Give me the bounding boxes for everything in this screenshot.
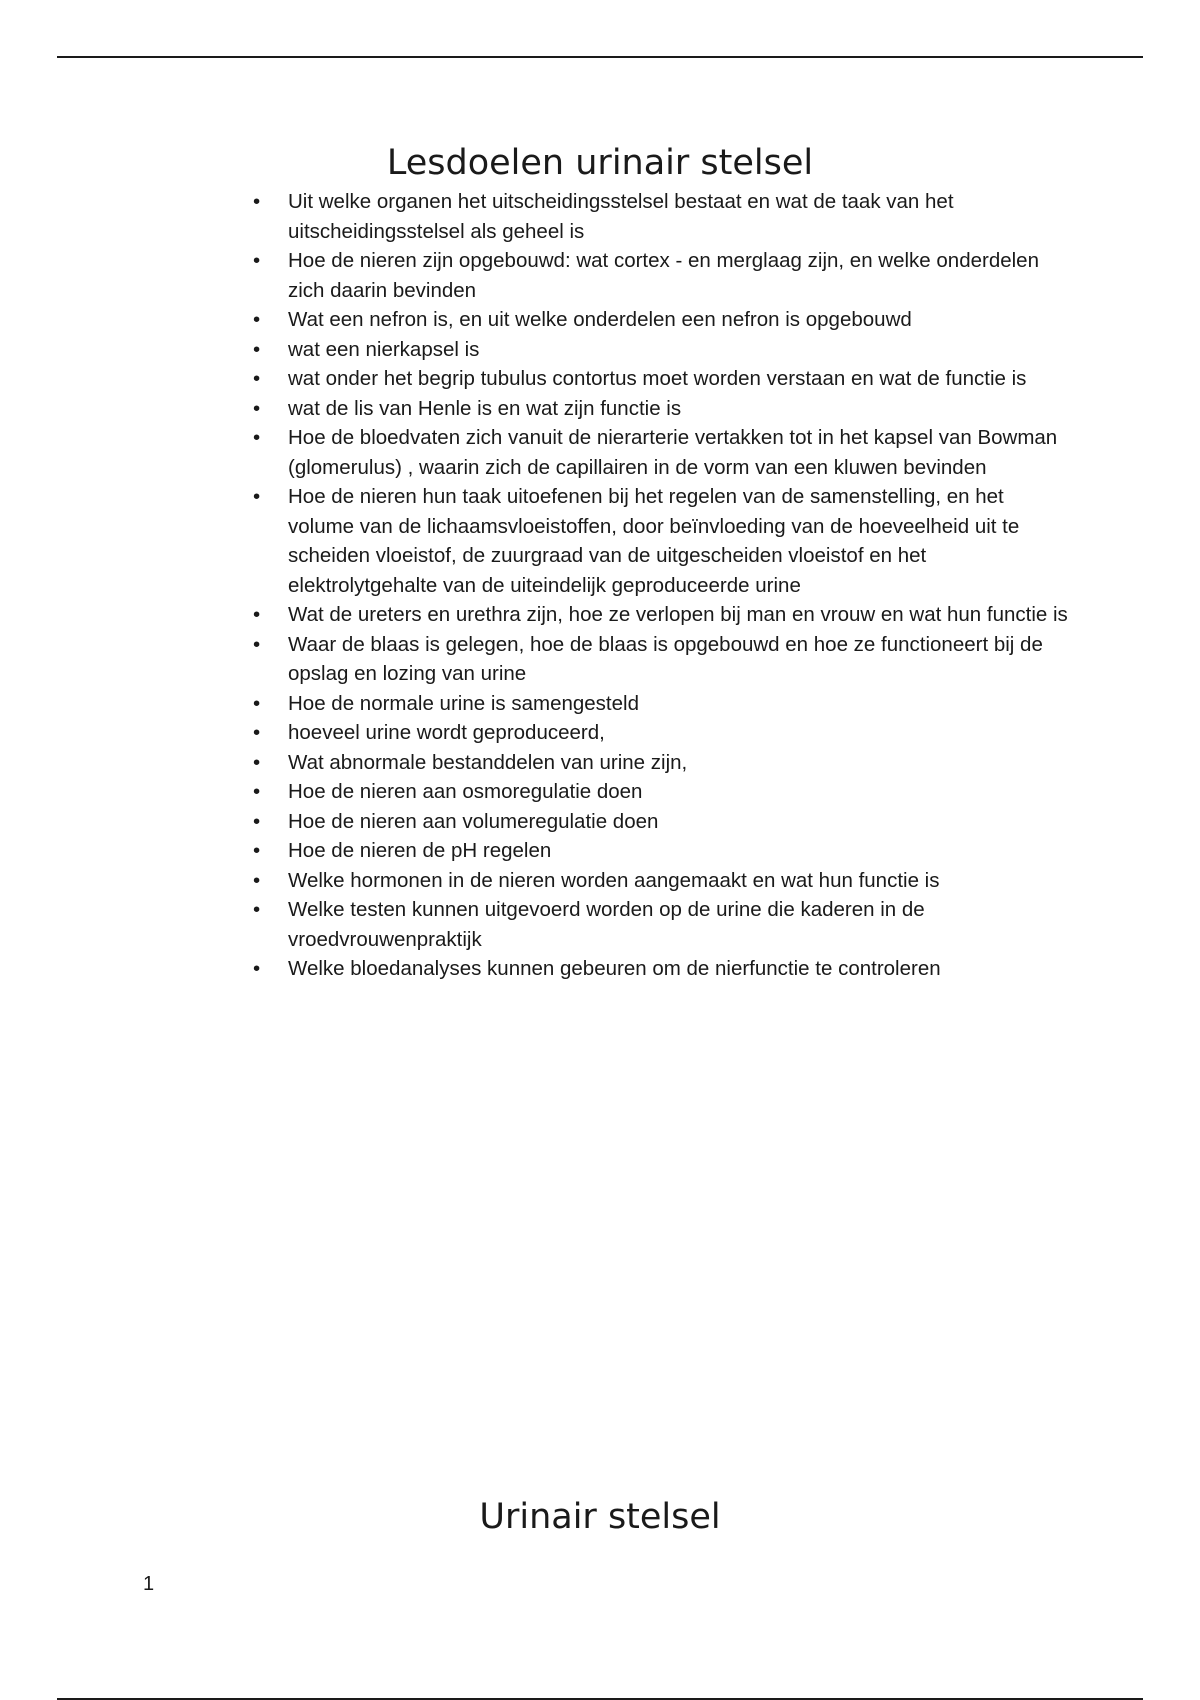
list-item: • Hoe de nieren aan volumeregulatie doen: [288, 807, 1068, 837]
list-item: • Hoe de nieren de pH regelen: [288, 836, 1068, 866]
list-item: • Wat abnormale bestanddelen van urine zijn,: [288, 748, 1068, 778]
list-item: • Waar de blaas is gelegen, hoe de blaas is opgebouwd en hoe ze functioneert bij de opslag en lozing van urine: [288, 630, 1068, 689]
list-item: • Uit welke organen het uitscheidingsstelsel bestaat en wat de taak van het uitscheidingsstelsel als geheel is: [288, 187, 1068, 246]
list-item: • Welke testen kunnen uitgevoerd worden op de urine die kaderen in de vroedvrouwenpraktijk: [288, 895, 1068, 954]
list-item: • wat onder het begrip tubulus contortus moet worden verstaan en wat de functie is: [288, 364, 1068, 394]
page-title: Lesdoelen urinair stelsel: [386, 143, 814, 183]
list-item: • wat een nierkapsel is: [288, 335, 1068, 365]
section-title: Urinair stelsel: [479, 1497, 721, 1537]
list-item: • Wat de ureters en urethra zijn, hoe ze verlopen bij man en vrouw en wat hun functie is: [288, 600, 1068, 630]
list-item: • hoeveel urine wordt geproduceerd,: [288, 718, 1068, 748]
learning-goals-list: [288, 187, 1068, 984]
list-item: • Welke bloedanalyses kunnen gebeuren om de nierfunctie te controleren: [288, 954, 1068, 984]
list-item: • Hoe de bloedvaten zich vanuit de nierarterie vertakken tot in het kapsel van Bowman (glomerulus) , waarin zich de capillairen in de vorm van een kluwen bevinden: [288, 423, 1068, 482]
list-item: • Welke hormonen in de nieren worden aangemaakt en wat hun functie is: [288, 866, 1068, 896]
header-rule: [57, 56, 1143, 58]
page-number: 1: [143, 1573, 155, 1595]
list-item: • Hoe de nieren hun taak uitoefenen bij het regelen van de samenstelling, en het volume van de lichaamsvloeistoffen, door beïnvloeding van de hoeveelheid uit te scheiden vloeistof, de zuurgraad van de uitgescheiden vloeistof en het elektrolytgehalte van de uiteindelijk geproduceerde urine: [288, 482, 1068, 600]
list-item: • Hoe de nieren aan osmoregulatie doen: [288, 777, 1068, 807]
list-item: • Wat een nefron is, en uit welke onderdelen een nefron is opgebouwd: [288, 305, 1068, 335]
list-item: • Hoe de normale urine is samengesteld: [288, 689, 1068, 719]
list-item: • Hoe de nieren zijn opgebouwd: wat cortex - en merglaag zijn, en welke onderdelen zich daarin bevinden: [288, 246, 1068, 305]
list-item: • wat de lis van Henle is en wat zijn functie is: [288, 394, 1068, 424]
